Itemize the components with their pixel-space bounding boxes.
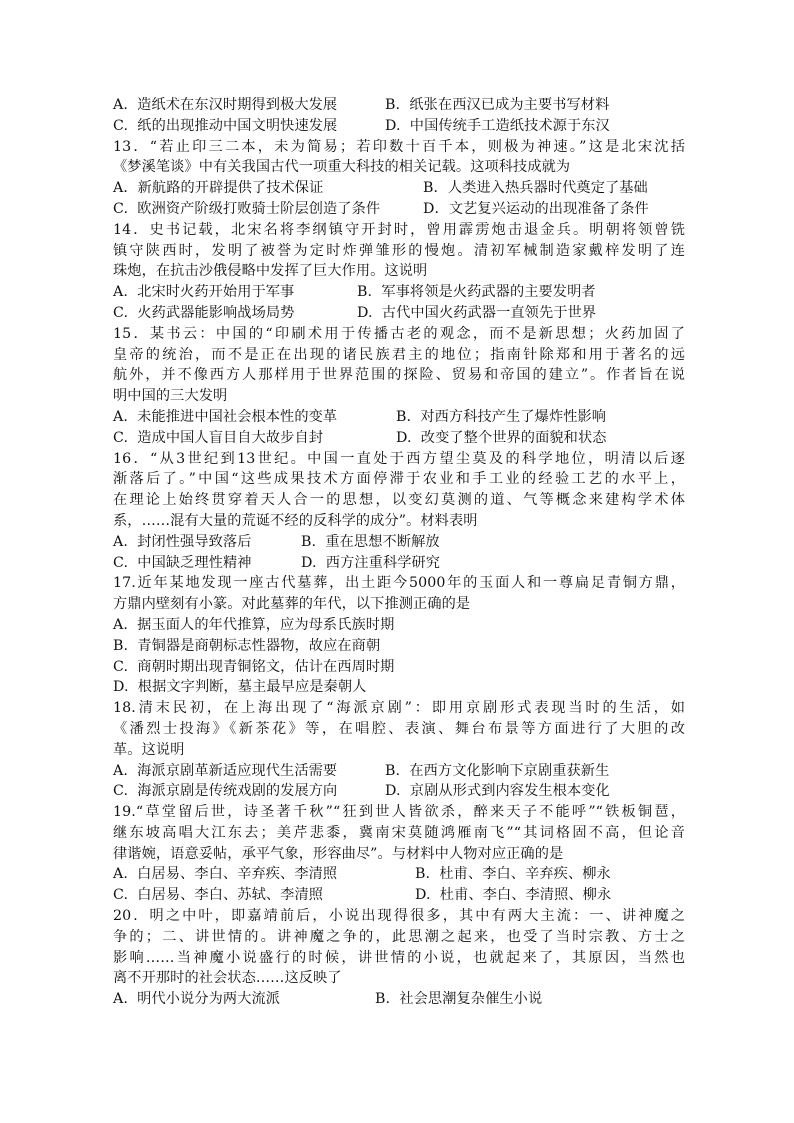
answer-options-row (113, 553, 685, 574)
answer-option: D. 改变了整个世界的面貌和状态 (396, 429, 607, 446)
answer-option: B. 在西方文化影响下京剧重获新生 (385, 762, 610, 779)
answer-options-row (113, 407, 685, 428)
answer-option: D. 西方注重科学研究 (301, 554, 441, 571)
question-text-line: 19.“草堂留后世，诗圣著千秋”“狂到世人皆欲杀，醉来天子不能呼”“铁板铜琶， (113, 804, 685, 821)
question-text-line: 争的；二、讲世情的。讲神魔之争的，此思潮之起来，也受了当时宗教、方士之 (113, 928, 685, 945)
answer-option: A. 未能推进中国社会根本性的变革 (113, 408, 338, 425)
question-text-line: 《潘烈士投海》《新茶花》等，在唱腔、表演、舞台布景等方面进行了大胆的改 (113, 720, 685, 737)
answer-option: A. 北宋时火药开始用于军事 (113, 284, 295, 301)
answer-option: B. 社会思潮复杂催生小说 (375, 991, 543, 1008)
question-text-line: 继东坡高唱大江东去；美芹悲黍，冀南宋莫随鸿雁南飞”“其词格固不高，但论音 (113, 824, 685, 841)
question-text-line: 14．史书记载，北宋名将李纲镇守开封时，曾用霹雳炮击退金兵。明朝将领曾铣 (113, 221, 685, 238)
answer-options-row (113, 781, 685, 802)
question-text-line: 17.近年某地发现一座古代墓葬，出土距今5000年的玉面人和一尊扁足青铜方鼎， (113, 575, 685, 592)
answer-option: D. 杜甫、李白、李清照、柳永 (415, 887, 612, 904)
question-text-line: 渐落后了。”中国“这些成果技术方面停滞于农业和手工业的经验工艺的水平上， (113, 471, 685, 488)
answer-options-row (113, 761, 685, 782)
answer-options-row (113, 303, 685, 324)
exam-page-text (113, 95, 685, 1010)
answer-options-row (113, 199, 685, 220)
answer-option: D. 古代中国火药武器一直领先于世界 (357, 304, 597, 321)
answer-option: A. 造纸术在东汉时期得到极大发展 (113, 97, 338, 113)
answer-options-row (113, 532, 685, 553)
answer-option: D. 京剧从形式到内容发生根本变化 (385, 783, 610, 800)
answer-option: A. 封闭性强导致落后 (113, 533, 252, 550)
question-text-line: 离不开那时的社会状态……这反映了 (113, 970, 342, 987)
question-text-line: 明中国的三大发明 (113, 388, 228, 405)
question-text-line: 航外，并不像西方人那样用于世界范围的探险、贸易和帝国的建立”。作者旨在说 (113, 367, 685, 384)
question-text-line: 16．“从3世纪到13世纪。中国一直处于西方望尘莫及的科学地位，明清以后逐 (113, 450, 685, 467)
answer-option: A. 据玉面人的年代推算，应为母系氏族时期 (113, 616, 395, 633)
question-text-line: 方鼎内壁刻有小篆。对此墓葬的年代，以下推测正确的是 (113, 596, 471, 613)
answer-option: C. 造成中国人盲目自大故步自封 (113, 429, 324, 446)
answer-option: C. 纸的出现推动中国文明快速发展 (113, 117, 338, 134)
answer-option: D. 根据文字判断，墓主最早应是秦朝人 (113, 679, 367, 696)
answer-option: A. 海派京剧革新适应现代生活需要 (113, 762, 338, 779)
answer-option: C. 商朝时期出现青铜铭文，估计在西周时期 (113, 658, 395, 675)
answer-option: C. 中国缺乏理性精神 (113, 554, 252, 571)
answer-option: B. 杜甫、李白、辛弃疾、柳永 (415, 866, 611, 883)
answer-option: C. 火药武器能影响战场局势 (113, 304, 295, 321)
answer-option: C. 欧洲资产阶级打败骑士阶层创造了条件 (113, 200, 381, 217)
answer-options-row (113, 864, 685, 885)
answer-options-row (113, 989, 685, 1010)
answer-option: A．新航路的开辟提供了技术保证 (113, 180, 324, 197)
answer-options-row (113, 428, 685, 449)
answer-options-row (113, 885, 685, 906)
answer-options-row (113, 95, 685, 116)
answer-option: B. 重在思想不断解放 (301, 533, 440, 550)
answer-option: A. 白居易、李白、辛弃疾、李清照 (113, 866, 338, 883)
question-text-line: 《梦溪笔谈》中有关我国古代一项重大科技的相关记载。这项科技成就为 (113, 159, 571, 176)
question-text-line: 系，……混有大量的荒诞不经的反科学的成分”。材料表明 (113, 512, 478, 529)
question-text-line: 影响……当神魔小说盛行的时候，讲世情的小说，也就起来了，其原因，当然也 (113, 949, 685, 966)
question-text-line: 皇帝的统治，而不是正在出现的诸民族君主的地位；指南针除郑和用于著名的远 (113, 346, 685, 363)
question-text-line: 13．“若止印三二本，未为简易；若印数十百千本，则极为神速。”这是北宋沈括 (113, 138, 685, 155)
answer-options-row (113, 282, 685, 303)
answer-option: C. 海派京剧是传统戏剧的发展方向 (113, 783, 338, 800)
question-text-line: 律谐婉，语意妥帖，承平气象，形容曲尽”。与材料中人物对应正确的是 (113, 845, 564, 862)
answer-option: A. 明代小说分为两大流派 (113, 991, 281, 1008)
answer-options-row (113, 178, 685, 199)
answer-option: C. 白居易、李白、苏轼、李清照 (113, 887, 324, 904)
answer-option: D．文艺复兴运动的出现准备了条件 (423, 200, 649, 217)
question-text-line: 15．某书云：中国的“印刷术用于传播古老的观念，而不是新思想；火药加固了 (113, 325, 685, 342)
answer-option: B. 纸张在西汉已成为主要书写材料 (385, 97, 610, 113)
answer-option: B. 军事将领是火药武器的主要发明者 (357, 284, 596, 301)
answer-option: B. 对西方科技产生了爆炸性影响 (396, 408, 607, 425)
question-text-line: 革。这说明 (113, 741, 185, 758)
question-text-line: 珠炮，在抗击沙俄侵略中发挥了巨大作用。这说明 (113, 263, 428, 280)
question-text-line: 在理论上始终贯穿着天人合一的思想，以变幻莫测的道、气等概念来建构学术体 (113, 492, 685, 509)
answer-option: B．人类进入热兵器时代奠定了基础 (423, 180, 648, 197)
question-text-line: 18.清末民初，在上海出现了“海派京剧”：即用京剧形式表现当时的生活，如 (113, 700, 685, 717)
question-text-line: 镇守陕西时，发明了被誉为定时炸弹雏形的慢炮。清初军械制造家戴梓发明了连 (113, 242, 685, 259)
question-text-line: 20．明之中叶，即嘉靖前后，小说出现得很多，其中有两大主流：一、讲神魔之 (113, 908, 685, 925)
answer-options-row (113, 116, 685, 137)
answer-option: D. 中国传统手工造纸技术源于东汉 (385, 117, 610, 134)
answer-option: B. 青铜器是商朝标志性器物，故应在商朝 (113, 637, 381, 654)
